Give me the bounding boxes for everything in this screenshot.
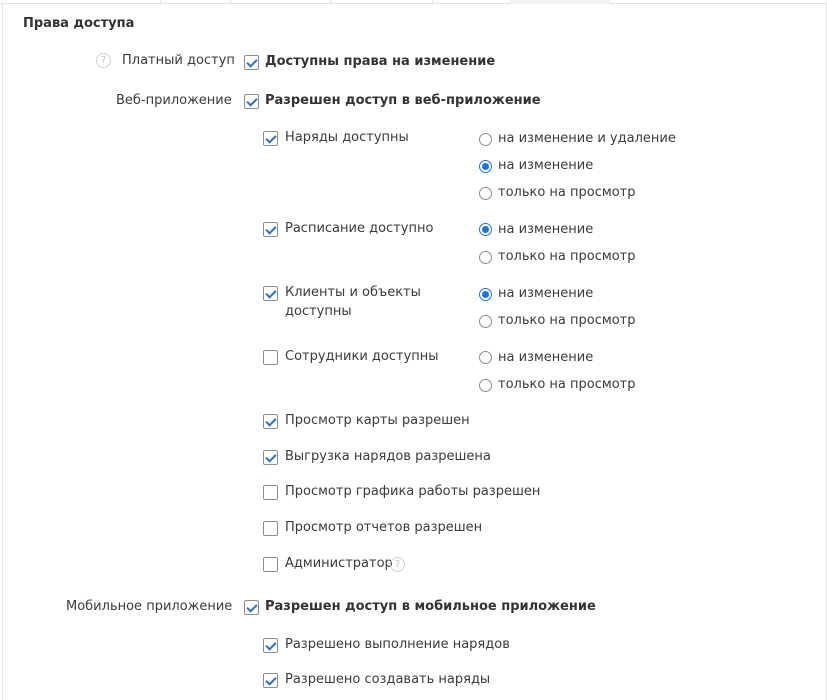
mobile-app-label: Мобильное приложение — [66, 599, 233, 614]
create-orders-checkbox[interactable] — [263, 673, 278, 688]
employees-option-view[interactable]: только на просмотр — [498, 377, 636, 392]
execute-orders-label[interactable]: Разрешено выполнение нарядов — [285, 637, 510, 652]
access-rights-panel — [2, 4, 827, 700]
web-app-checkbox[interactable] — [244, 94, 259, 109]
schedule-radio-view[interactable] — [479, 251, 492, 264]
admin-label[interactable]: Администратор — [285, 556, 393, 571]
schedule-option-edit[interactable]: на изменение — [498, 222, 594, 237]
help-icon[interactable]: ? — [96, 53, 111, 68]
export-orders-label[interactable]: Выгрузка нарядов разрешена — [285, 449, 491, 464]
paid-access-label: Платный доступ — [122, 53, 235, 68]
mobile-app-checkbox[interactable] — [244, 600, 259, 615]
employees-label[interactable]: Сотрудники доступны — [285, 349, 439, 364]
clients-label-line2[interactable]: доступны — [285, 304, 352, 319]
employees-checkbox[interactable] — [263, 350, 278, 365]
reports-view-label[interactable]: Просмотр отчетов разрешен — [285, 520, 483, 535]
orders-label[interactable]: Наряды доступны — [285, 130, 409, 145]
reports-view-checkbox[interactable] — [263, 521, 278, 536]
work-schedule-view-label[interactable]: Просмотр графика работы разрешен — [285, 484, 541, 499]
schedule-radio-edit[interactable] — [479, 223, 492, 236]
orders-radio-edit[interactable] — [479, 160, 492, 173]
schedule-label[interactable]: Расписание доступно — [285, 221, 434, 236]
web-app-checkbox-label[interactable]: Разрешен доступ в веб-приложение — [265, 93, 541, 108]
execute-orders-checkbox[interactable] — [263, 638, 278, 653]
clients-checkbox[interactable] — [263, 286, 278, 301]
admin-help-icon[interactable]: ? — [390, 557, 405, 572]
clients-radio-edit[interactable] — [479, 288, 492, 301]
orders-option-edit[interactable]: на изменение — [498, 158, 594, 173]
create-orders-label[interactable]: Разрешено создавать наряды — [285, 672, 491, 687]
orders-radio-edit-delete[interactable] — [479, 133, 492, 146]
schedule-option-view[interactable]: только на просмотр — [498, 249, 636, 264]
admin-checkbox[interactable] — [263, 557, 278, 572]
orders-radio-view[interactable] — [479, 187, 492, 200]
employees-radio-view[interactable] — [479, 379, 492, 392]
work-schedule-view-checkbox[interactable] — [263, 485, 278, 500]
section-title: Права доступа — [23, 16, 135, 31]
orders-option-edit-delete[interactable]: на изменение и удаление — [498, 131, 676, 146]
schedule-checkbox[interactable] — [263, 222, 278, 237]
paid-access-checkbox[interactable] — [244, 55, 259, 70]
clients-option-edit[interactable]: на изменение — [498, 286, 594, 301]
web-app-label: Веб-приложение — [116, 93, 232, 108]
orders-option-view[interactable]: только на просмотр — [498, 185, 636, 200]
clients-radio-view[interactable] — [479, 315, 492, 328]
clients-option-view[interactable]: только на просмотр — [498, 313, 636, 328]
map-view-label[interactable]: Просмотр карты разрешен — [285, 413, 470, 428]
orders-checkbox[interactable] — [263, 131, 278, 146]
paid-access-checkbox-label[interactable]: Доступны права на изменение — [265, 54, 496, 69]
employees-radio-edit[interactable] — [479, 351, 492, 364]
employees-option-edit[interactable]: на изменение — [498, 350, 594, 365]
mobile-app-checkbox-label[interactable]: Разрешен доступ в мобильное приложение — [265, 599, 596, 614]
map-view-checkbox[interactable] — [263, 414, 278, 429]
export-orders-checkbox[interactable] — [263, 450, 278, 465]
clients-label-line1[interactable]: Клиенты и объекты — [285, 285, 421, 300]
